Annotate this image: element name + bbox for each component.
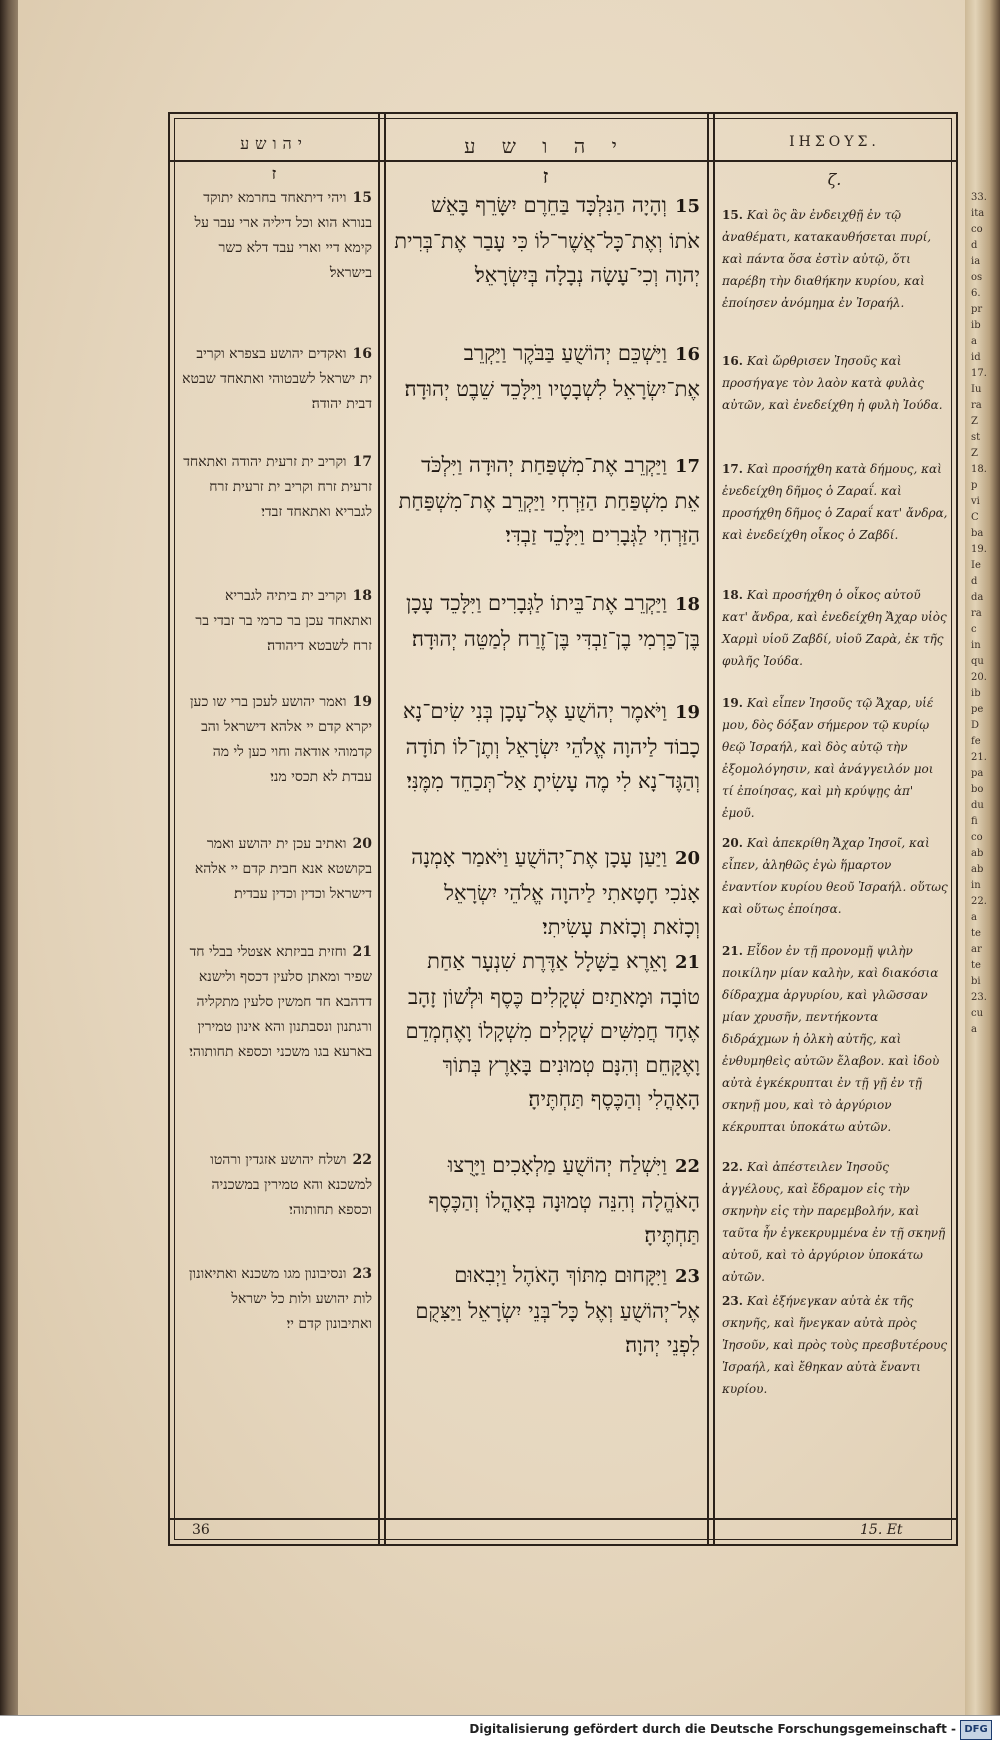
facing-page-fragment: ra bbox=[971, 400, 982, 411]
facing-page-fragment: 18. bbox=[971, 464, 987, 475]
verse-text: וַיִּשְׁלַח יְהוֹשֻׁעַ מַלְאָכִים וַיָּרֻצוּ הָאֹהֱלָה וְהִנֵּה טְמוּנָה בְּאָהֳלוֹ וְהַכֶּסֶף תַּחְתֶּיהָ׃ bbox=[428, 1153, 700, 1247]
verse-number: 19 bbox=[352, 694, 372, 710]
facing-page-fragment: pe bbox=[971, 704, 984, 715]
verse-number: 16 bbox=[352, 346, 372, 362]
hebrew-verse-22 bbox=[394, 1148, 700, 1252]
facing-page-fragment: in bbox=[971, 640, 981, 651]
verse-text: Καὶ ὃς ἂν ἐνδειχθῇ ἐν τῷ ἀναθέματι, κατακαυθήσεται πυρί, καὶ πάντα ὅσα ἐστὶν αὐτῷ, ὅτι παρέβη τὴν διαθήκην κυρίου, καὶ ἐποίησεν ἀνόμημα ἐν Ἰσραήλ. bbox=[722, 208, 932, 310]
hebrew-verse-23 bbox=[394, 1258, 700, 1362]
greek-verse-15 bbox=[722, 204, 948, 314]
targum-verse-19 bbox=[182, 690, 372, 790]
targum-verse-23 bbox=[182, 1262, 372, 1337]
verse-text: ואמר יהושע לעכן ברי שו כען יקרא קדם יי אלהא דישראל והב קדמוהי אודאה וחוי כען לי מה עבדת לא תכסי מני׃ bbox=[189, 694, 372, 785]
verse-number: 17 bbox=[674, 456, 700, 477]
greek-verse-18 bbox=[722, 584, 948, 672]
verse-text: ואתיב עכן ית יהושע ואמר בקושטא אנא חבית קדם יי אלהא דישראל וכדין וכדין עבדית׃ bbox=[194, 836, 372, 902]
greek-verse-21 bbox=[722, 940, 948, 1138]
greek-verse-17 bbox=[722, 458, 948, 546]
facing-page-fragment: p bbox=[971, 480, 978, 491]
facing-page-fragment: fi bbox=[971, 816, 978, 827]
facing-page-fragment: a bbox=[971, 1024, 977, 1035]
facing-page-fragment: 17. bbox=[971, 368, 987, 379]
facing-page-fragment: in bbox=[971, 880, 981, 891]
verse-text: וחזית בביזתא אצטלי בבלי חד שפיר ומאתן סלעין דכסף ולישנא דדהבא חד חמשין סלעין מתקליה ורגתנון ונסבתנון והא אינון טמירין בארעא בגו משכני וכספא תחותוהי׃ bbox=[189, 944, 372, 1060]
facing-page-fragment: te bbox=[971, 960, 981, 971]
facing-page-fragment: 21. bbox=[971, 752, 987, 763]
facing-page-fragment: ab bbox=[971, 864, 984, 875]
verse-text: Καὶ προσήχθη ὁ οἶκος αὐτοῦ κατ' ἄνδρα, καὶ ἐνεδείχθη Ἄχαρ υἱὸς Χαρμὶ υἱοῦ Ζαβδί, υἱοῦ Ζαρὰ, ἐκ τῆς φυλῆς Ἰούδα. bbox=[722, 588, 947, 668]
facing-page-fragment: fe bbox=[971, 736, 981, 747]
facing-page-fragment: Iu bbox=[971, 384, 982, 395]
greek-verse-16 bbox=[722, 350, 948, 416]
targum-running-head: יהושע bbox=[240, 134, 308, 153]
greek-verse-22 bbox=[722, 1156, 948, 1288]
facing-page-fragment: 23. bbox=[971, 992, 987, 1003]
verse-text: Καὶ προσήχθη κατὰ δήμους, καὶ ἐνεδείχθη δῆμος ὁ Ζαραΐ. καὶ προσήχθη δῆμος ὁ Ζαραΐ κατ' ἄνδρα, καὶ ἐνεδείχθη οἶκος ὁ Ζαβδί. bbox=[722, 462, 948, 542]
verse-text: וַיִּקָּחוּם מִתּוֹךְ הָאֹהֶל וַיְבִאוּם אֶל־יְהוֹשֻׁעַ וְאֶל כָּל־בְּנֵי יִשְׂרָאֵל וַיַּצִּקֻם לִפְנֵי יְהוָה׃ bbox=[415, 1263, 700, 1357]
verse-number: 19. bbox=[722, 696, 743, 710]
facing-page-fragment: a bbox=[971, 336, 977, 347]
greek-verse-19 bbox=[722, 692, 948, 824]
facing-page-fragment: Ie bbox=[971, 560, 981, 571]
facing-page-fragment: co bbox=[971, 224, 983, 235]
footer-rule bbox=[170, 1518, 956, 1520]
hebrew-verse-19 bbox=[394, 694, 700, 798]
hebrew-chapter-mark: ז bbox=[542, 164, 549, 188]
text-frame bbox=[168, 112, 958, 1546]
verse-text: וַיַּשְׁכֵּם יְהוֹשֻׁעַ בַּבֹּקֶר וַיַּקְרֵב אֶת־יִשְׂרָאֵל לִשְׁבָטָיו וַיִּלָּכֵד שֵׁבֶט יְהוּדָה׃ bbox=[404, 341, 700, 401]
verse-text: וקריב ית ביתיה לגבריא ואתאחד עכן בר כרמי בר זבדי בר זרח לשבטא דיהודה׃ bbox=[195, 588, 372, 654]
verse-number: 20 bbox=[674, 848, 700, 869]
column-divider-right bbox=[707, 114, 709, 1544]
hebrew-verse-16 bbox=[394, 336, 700, 406]
verse-number: 15 bbox=[674, 196, 700, 217]
facing-page-fragment: c bbox=[971, 624, 977, 635]
verse-number: 17. bbox=[722, 462, 743, 476]
verse-text: וָאֵרֶא בַשָּׁלָל אַדֶּרֶת שִׁנְעָר אַחַת טוֹבָה וּמָאתַיִם שְׁקָלִים כֶּסֶף וּלְשׁוֹן זָהָב אֶחָד חֲמִשִּׁים שְׁקָלִים מִשְׁקָלוֹ וָאֶחְמְדֵם וָאֶקָּחֵם וְהִנָּם טְמוּנִים בָּאָרֶץ בְּתוֹךְ הָאָהֳלִי וְהַכֶּסֶף תַּחְתֶּיהָ׃ bbox=[405, 949, 700, 1111]
facing-page-fragment: Z bbox=[971, 448, 978, 459]
facing-page-fragment: d bbox=[971, 576, 978, 587]
verse-number: 20. bbox=[722, 836, 743, 850]
facing-page-edge bbox=[965, 0, 1000, 1715]
catchword: 15. Et bbox=[860, 1522, 903, 1538]
verse-text: Καὶ ὤρθρισεν Ἰησοῦς καὶ προσήγαγε τὸν λαὸν κατὰ φυλὰς αὐτῶν, καὶ ἐνεδείχθη ἡ φυλὴ Ἰούδα. bbox=[722, 354, 943, 412]
verse-text: ונסיבונון מגו משכנא ואתיאונון לות יהושע ולות כל ישראל ואתיבונון קדם יי׃ bbox=[188, 1266, 372, 1332]
verse-text: וַיֹּאמֶר יְהוֹשֻׁעַ אֶל־עָכָן בְּנִי שִׂים־נָא כָבוֹד לַיהוָה אֱלֹהֵי יִשְׂרָאֵל וְתֶן־לוֹ תוֹדָה וְהַגֶּד־נָא לִי מֶה עָשִׂיתָ אַל־תְּכַחֵד מִמֶּנִּי׃ bbox=[402, 699, 700, 793]
verse-number: 18 bbox=[674, 594, 700, 615]
targum-verse-15 bbox=[182, 186, 372, 286]
facing-page-fragment: 22. bbox=[971, 896, 987, 907]
targum-verse-16 bbox=[182, 342, 372, 417]
facing-page-fragment: D bbox=[971, 720, 980, 731]
facing-page-fragment: os bbox=[971, 272, 983, 283]
page-number: 36 bbox=[192, 1522, 210, 1538]
verse-text: וקריב ית זרעית יהודה ואתאחד זרעית זרח וקריב ית זרעית זרח לגבריא ואתאחד זבדי׃ bbox=[183, 454, 372, 520]
verse-text: וַיַּעַן עָכָן אֶת־יְהוֹשֻׁעַ וַיֹּאמַר אָמְנָה אָנֹכִי חָטָאתִי לַיהוָה אֱלֹהֵי יִשְׂרָאֵל וְכָזֹאת וְכָזֹאת עָשִׂיתִי׃ bbox=[411, 845, 700, 939]
facing-page-fragment: ita bbox=[971, 208, 985, 219]
verse-number: 23 bbox=[674, 1266, 700, 1287]
targum-verse-17 bbox=[182, 450, 372, 525]
facing-page-fragment: ib bbox=[971, 688, 981, 699]
column-divider-right-inner bbox=[713, 114, 715, 1544]
verse-text: Εἶδον ἐν τῇ προνομῇ ψιλὴν ποικίλην μίαν καλὴν, καὶ διακόσια δίδραχμα ἀργυρίου, καὶ γλῶσσαν μίαν χρυσῆν, πεντήκοντα διδράχμων ἡ ὁλκὴ αὐτῆς, καὶ ἐνθυμηθεὶς αὐτῶν ἔλαβον. καὶ ἰδοὺ αὐτὰ ἐγκέκρυπται ἐν τῇ γῇ ἐν τῇ σκηνῇ μου, καὶ τὸ ἀργύριον κέκρυπται ὑποκάτω αὐτῶν. bbox=[722, 944, 940, 1134]
facing-page-fragment: st bbox=[971, 432, 981, 443]
verse-number: 20 bbox=[352, 836, 372, 852]
verse-number: 16 bbox=[674, 344, 700, 365]
targum-chapter-mark: ז bbox=[271, 164, 277, 183]
hebrew-verse-17 bbox=[394, 448, 700, 552]
facing-page-fragment: qu bbox=[971, 656, 984, 667]
facing-page-fragment: te bbox=[971, 928, 981, 939]
verse-text: Καὶ ἐξήνεγκαν αὐτὰ ἐκ τῆς σκηνῆς, καὶ ἤνεγκαν αὐτὰ πρὸς Ἰησοῦν, καὶ πρὸς τοὺς πρεσβυτέρους Ἰσραήλ, καὶ ἔθηκαν αὐτὰ ἔναντι κυρίου. bbox=[722, 1294, 948, 1396]
header-rule-top bbox=[170, 160, 956, 162]
verse-text: ואקדים יהושע בצפרא וקריב ית ישראל לשבטוהי ואתאחד שבטא דבית יהודה׃ bbox=[182, 346, 372, 412]
verse-number: 21 bbox=[352, 944, 372, 960]
hebrew-verse-15 bbox=[394, 188, 700, 292]
verse-number: 18. bbox=[722, 588, 743, 602]
verse-number: 16. bbox=[722, 354, 743, 368]
facing-page-fragment: ra bbox=[971, 608, 982, 619]
column-divider-left-inner bbox=[384, 114, 386, 1544]
verse-text: וְהָיָה הַנִּלְכָּד בַּחֵרֶם יִשָּׂרֵף בָּאֵשׁ אֹתוֹ וְאֶת־כָּל־אֲשֶׁר־לוֹ כִּי עָבַר אֶת־בְּרִית יְהוָה וְכִי־עָשָׂה נְבָלָה בְּיִשְׂרָאֵל׃ bbox=[394, 193, 700, 287]
facing-page-fragment: ab bbox=[971, 848, 984, 859]
targum-verse-20 bbox=[182, 832, 372, 907]
greek-chapter-mark: ζ. bbox=[827, 170, 842, 189]
facing-page-fragment: bo bbox=[971, 784, 984, 795]
targum-verse-18 bbox=[182, 584, 372, 659]
greek-verse-20 bbox=[722, 832, 948, 920]
facing-page-fragment: 6. bbox=[971, 288, 981, 299]
facing-page-fragment: pr bbox=[971, 304, 983, 315]
verse-number: 17 bbox=[352, 454, 372, 470]
greek-verse-23 bbox=[722, 1290, 948, 1400]
facing-page-fragment: d bbox=[971, 240, 978, 251]
verse-text: ויהי דיתאחד בחרמא יתוקד בנורא הוא וכל דיליה ארי עבר על קימא דיי וארי עבד דלא כשר בישראל׃ bbox=[194, 190, 372, 281]
verse-number: 22. bbox=[722, 1160, 743, 1174]
footer-bar bbox=[0, 1715, 1000, 1743]
facing-page-fragment: vi bbox=[971, 496, 980, 507]
facing-page-fragment: bi bbox=[971, 976, 981, 987]
verse-number: 21 bbox=[674, 952, 700, 973]
targum-verse-21 bbox=[182, 940, 372, 1065]
hebrew-verse-18 bbox=[394, 586, 700, 656]
facing-page-fragment: ib bbox=[971, 320, 981, 331]
verse-text: Καὶ εἶπεν Ἰησοῦς τῷ Ἄχαρ, υἱέ μου, δὸς δόξαν σήμερον τῷ κυρίῳ θεῷ Ἰσραήλ, καὶ δὸς αὐτῷ τὴν ἐξομολόγησιν, καὶ ἀνάγγειλόν μοι τί ἐποίησας, καὶ μὴ κρύψῃς ἀπ' ἐμοῦ. bbox=[722, 696, 934, 820]
facing-page-fragment: du bbox=[971, 800, 984, 811]
verse-number: 23. bbox=[722, 1294, 743, 1308]
facing-page-fragment: da bbox=[971, 592, 984, 603]
facing-page-fragment: 19. bbox=[971, 544, 987, 555]
facing-page-fragment: id bbox=[971, 352, 981, 363]
facing-page-fragment: ar bbox=[971, 944, 982, 955]
column-divider-left bbox=[378, 114, 380, 1544]
hebrew-running-head: י ה ו ש ע bbox=[464, 134, 627, 158]
verse-number: 23 bbox=[352, 1266, 372, 1282]
facing-page-fragment: a bbox=[971, 912, 977, 923]
verse-number: 22 bbox=[674, 1156, 700, 1177]
dfg-logo: DFG bbox=[960, 1720, 992, 1740]
facing-page-fragment: ia bbox=[971, 256, 981, 267]
verse-number: 21. bbox=[722, 944, 743, 958]
facing-page-fragment: Z bbox=[971, 416, 978, 427]
verse-text: וַיַּקְרֵב אֶת־מִשְׁפַּחַת יְהוּדָה וַיִּלְכֹּד אֵת מִשְׁפַּחַת הַזַּרְחִי וַיַּקְרֵב אֶת־מִשְׁפַּחַת הַזַּרְחִי לַגְּבָרִים וַיִּלָּכֵד זַבְדִּי׃ bbox=[398, 453, 700, 547]
verse-number: 19 bbox=[674, 702, 700, 723]
facing-page-fragment: ba bbox=[971, 528, 984, 539]
verse-number: 22 bbox=[352, 1152, 372, 1168]
facing-page-fragment: 20. bbox=[971, 672, 987, 683]
hebrew-verse-21 bbox=[394, 944, 700, 1116]
facing-page-fragment: cu bbox=[971, 1008, 984, 1019]
verse-text: ושלח יהושע אזגדין ורהטו למשכנא והא טמירין במשכניה וכספא תחותוהי׃ bbox=[210, 1152, 372, 1218]
facing-page-fragment: pa bbox=[971, 768, 984, 779]
verse-number: 18 bbox=[352, 588, 372, 604]
facing-page-fragment: co bbox=[971, 832, 983, 843]
verse-text: Καὶ ἀπεκρίθη Ἄχαρ Ἰησοῖ, καὶ εἶπεν, ἀληθῶς ἐγὼ ἥμαρτον ἐναντίον κυρίου θεοῦ Ἰσραήλ. οὕτως καὶ οὕτως ἐποίησα. bbox=[722, 836, 948, 916]
targum-verse-22 bbox=[182, 1148, 372, 1223]
verse-number: 15. bbox=[722, 208, 743, 222]
scanned-page bbox=[18, 0, 965, 1715]
funding-notice: Digitalisierung gefördert durch die Deutsche Forschungsgemeinschaft - bbox=[469, 1722, 956, 1736]
verse-text: Καὶ ἀπέστειλεν Ἰησοῦς ἀγγέλους, καὶ ἔδραμον εἰς τὴν σκηνὴν εἰς τὴν παρεμβολήν, καὶ ταῦτα ἦν ἐγκεκρυμμένα ἐν τῇ σκηνῇ αὐτοῦ, καὶ τὸ ἀργύριον ὑποκάτω αὐτῶν. bbox=[722, 1160, 946, 1284]
greek-running-head: ΙΗΣΟΥΣ. bbox=[789, 134, 880, 150]
verse-text: וַיַּקְרֵב אֶת־בֵּיתוֹ לַגְּבָרִים וַיִּלָּכֵד עָכָן בֶּן־כַּרְמִי בֶן־זַבְדִּי בֶּן־זֶרַח לְמַטֵּה יְהוּדָה׃ bbox=[406, 591, 700, 651]
facing-page-fragments bbox=[965, 0, 1000, 1038]
facing-page-fragment: 33. bbox=[971, 192, 987, 203]
facing-page-fragment: C bbox=[971, 512, 979, 523]
verse-number: 15 bbox=[352, 190, 372, 206]
hebrew-verse-20 bbox=[394, 840, 700, 944]
